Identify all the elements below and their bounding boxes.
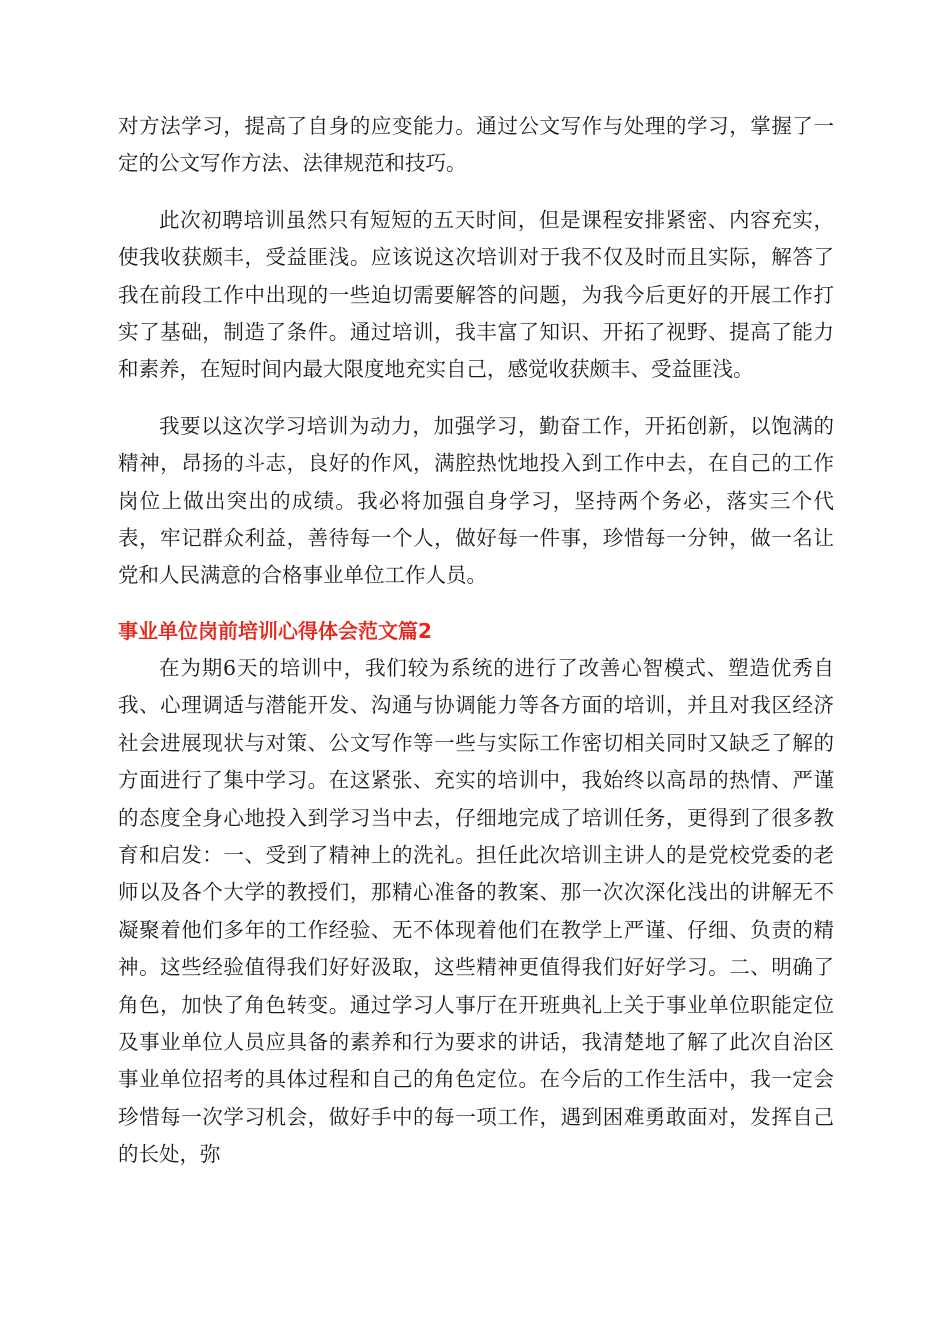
paragraph-3: 我要以这次学习培训为动力，加强学习，勤奋工作，开拓创新，以饱满的精神，昂扬的斗志，良好的作风，满腔热忱地投入到工作中去，在自己的工作岗位上做出突出的成绩。我必将加强自身学习，坚持两个务必，落实三个代表，牢记群众利益，善待每一个人，做好每一件事，珍惜每一分钟，做一名让党和人民满意的合格事业单位工作人员。 [118,413,834,588]
paragraph-1: 对方法学习，提高了自身的应变能力。通过公文写作与处理的学习，掌握了一定的公文写作方法、法律规范和技巧。 [118,114,834,176]
document-page [118,108,834,1174]
section-heading: 事业单位岗前培训心得体会范文篇2 [118,618,432,643]
paragraph-4: 在为期6天的培训中，我们较为系统的进行了改善心智模式、塑造优秀自我、心理调适与潜能开发、沟通与协调能力等各方面的培训，并且对我区经济社会进展现状与对策、公文写作等一些与实际工作密切相关同时又缺乏了解的方面进行了集中学习。在这紧张、充实的培训中，我始终以高昂的热情、严谨的态度全身心地投入到学习当中去，仔细地完成了培训任务，更得到了很多教育和启发：一、受到了精神上的洗礼。担任此次培训主讲人的是党校党委的老师以及各个大学的教授们，那精心准备的教案、那一次次深化浅出的讲解无不凝聚着他们多年的工作经验、无不体现着他们在教学上严谨、仔细、负责的精神。这些经验值得我们好好汲取，这些精神更值得我们好好学习。二、明确了角色，加快了角色转变。通过学习人事厅在开班典礼上关于事业单位职能定位及事业单位人员应具备的素养和行为要求的讲话，我清楚地了解了此次自治区事业单位招考的具体过程和自己的角色定位。在今后的工作生活中，我一定会珍惜每一次学习机会，做好手中的每一项工作，遇到困难勇敢面对，发挥自己的长处，弥 [118,655,834,1167]
paragraph-2: 此次初聘培训虽然只有短短的五天时间，但是课程安排紧密、内容充实，使我收获颇丰，受益匪浅。应该说这次培训对于我不仅及时而且实际，解答了我在前段工作中出现的一些迫切需要解答的问题，为我今后更好的开展工作打实了基础，制造了条件。通过培训，我丰富了知识、开拓了视野、提高了能力和素养，在短时间内最大限度地充实自己，感觉收获颇丰、受益匪浅。 [118,207,834,382]
